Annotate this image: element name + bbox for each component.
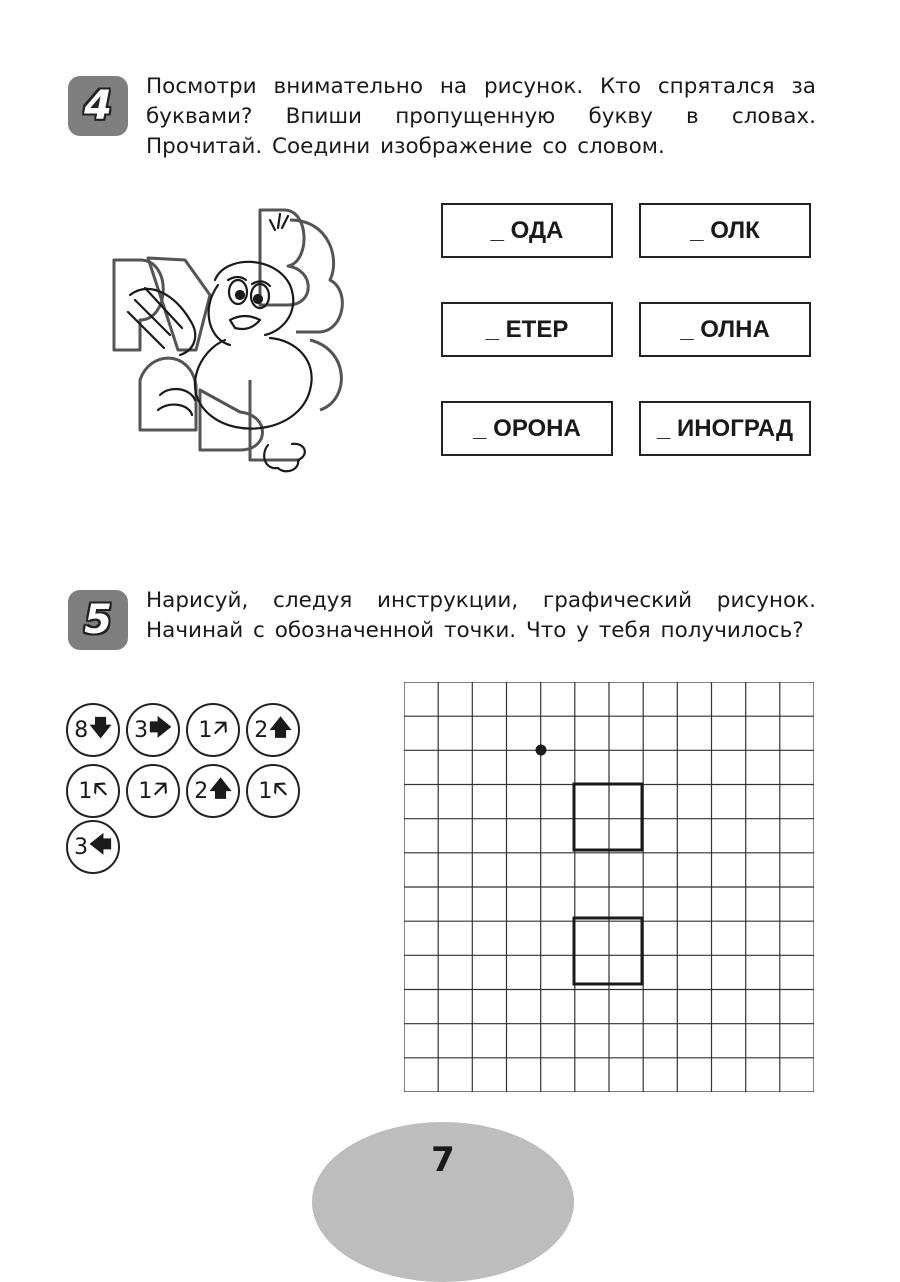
word-card: _ ИНОГРАД [639, 401, 811, 456]
arrow-up-right-icon: 🡥 [153, 777, 168, 802]
command-circle [186, 703, 240, 757]
command-circle [186, 764, 240, 818]
word-card: _ ЕТЕР [441, 302, 613, 357]
arrow-up-left-icon: 🡤 [273, 777, 288, 802]
command-circle [246, 764, 300, 818]
command-count: 1 [258, 778, 273, 804]
arrow-up-icon: 🡅 [269, 716, 292, 741]
word-card: _ ОРОНА [441, 401, 613, 456]
word-card: _ ОЛНА [639, 302, 811, 357]
word-card: _ ОЛК [639, 203, 811, 258]
command-circle [246, 703, 300, 757]
command-circle [126, 764, 180, 818]
grid-square-bottom [574, 918, 642, 984]
command-count: 1 [78, 778, 93, 804]
command-circle [66, 764, 120, 818]
arrow-down-icon: 🡇 [89, 716, 112, 741]
command-count: 2 [254, 717, 269, 743]
command-circle [126, 703, 180, 757]
command-circle [66, 703, 120, 757]
page-number: 7 [431, 1140, 455, 1180]
arrow-up-right-icon: 🡥 [213, 716, 228, 741]
drawing-grid[interactable] [404, 682, 814, 1092]
grid-square-top [574, 784, 642, 850]
command-count: 8 [74, 717, 89, 743]
command-count: 1 [138, 778, 153, 804]
task-5-instructions: Нарисуй, следуя инструкции, графический рисунок. Начинай с обозначенной точки. Что у тебя получилось? [146, 588, 816, 643]
arrow-up-icon: 🡅 [209, 777, 232, 802]
command-count: 3 [74, 834, 89, 860]
command-count: 3 [134, 717, 149, 743]
command-circle [66, 820, 120, 874]
bird-letters-illustration [100, 200, 350, 490]
arrow-right-icon: 🡆 [149, 716, 172, 741]
arrow-up-left-icon: 🡤 [93, 777, 108, 802]
start-point-dot [536, 745, 547, 756]
command-count: 1 [198, 717, 213, 743]
task-5-number: 5 [68, 590, 128, 650]
word-card: _ ОДА [441, 203, 613, 258]
command-count: 2 [194, 778, 209, 804]
task-4-instructions: Посмотри внимательно на рисунок. Кто спрятался за буквами? Впиши пропущенную букву в словах. Прочитай. Соедини изображение со словом. [146, 74, 816, 159]
arrow-left-icon: 🡄 [89, 833, 112, 858]
task-4-number: 4 [68, 76, 128, 136]
